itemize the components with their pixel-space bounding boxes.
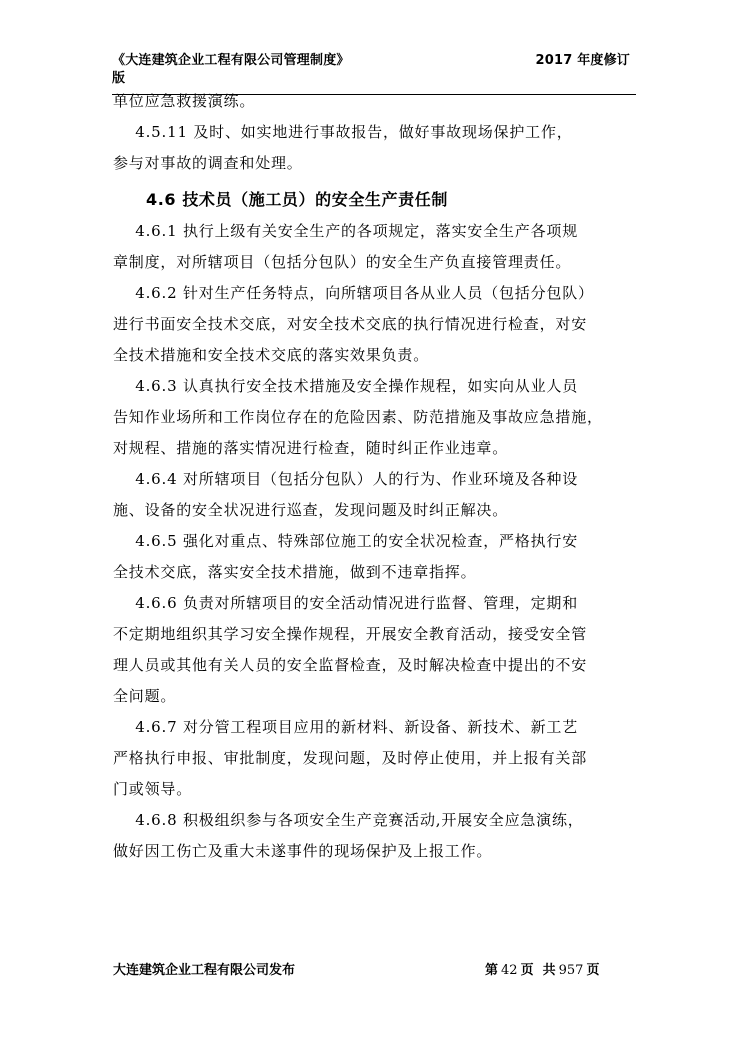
text-line: 4.6.5 强化对重点、特殊部位施工的安全状况检查，严格执行安 <box>113 532 579 550</box>
text-line: 4.6.1 执行上级有关安全生产的各项规定，落实安全生产各项规 <box>113 222 579 240</box>
text-line: 4.6.8 积极组织参与各项安全生产竞赛活动,开展安全应急演练， <box>113 811 584 829</box>
page-current: 42 <box>501 963 518 978</box>
text-line: 理人员或其他有关人员的安全监督检查，及时解决检查中提出的不安 <box>113 656 588 674</box>
text-line: 做好因工伤亡及重大未遂事件的现场保护及上报工作。 <box>113 842 493 860</box>
text-line: 不定期地组织其学习安全操作规程，开展安全教育活动，接受安全管 <box>113 625 588 643</box>
publisher-label: 大连建筑企业工程有限公司发布 <box>113 963 296 978</box>
text-line: 告知作业场所和工作岗位存在的危险因素、防范措施及事故应急措施， <box>113 408 603 426</box>
page-prefix: 第 <box>485 963 499 978</box>
page-footer <box>113 962 633 980</box>
text-line: 4.6.4 对所辖项目（包括分包队）人的行为、作业环境及各种设 <box>113 470 579 488</box>
text-line: 全技术交底，落实安全技术措施，做到不违章指挥。 <box>113 563 477 581</box>
text-line: 4.6.2 针对生产任务特点，向所辖项目各从业人员（包括分包队） <box>113 284 594 302</box>
text-line: 章制度，对所辖项目（包括分包队）的安全生产负直接管理责任。 <box>113 253 572 271</box>
text-line: 全问题。 <box>113 687 177 705</box>
text-line: 门或领导。 <box>113 780 193 798</box>
page-mid: 页 共 <box>520 963 556 978</box>
text-line: 对规程、措施的落实情况进行检查，随时纠正作业违章。 <box>113 439 509 457</box>
document-title: 《大连建筑企业工程有限公司管理制度》 <box>112 53 350 68</box>
text-line: 4.6.6 负责对所辖项目的安全活动情况进行监督、管理，定期和 <box>113 594 579 612</box>
text-line: 4.6.3 认真执行安全技术措施及安全操作规程，如实向从业人员 <box>113 377 579 395</box>
text-line: 4.5.11 及时、如实地进行事故报告，做好事故现场保护工作， <box>113 123 573 141</box>
text-line: 4.6.7 对分管工程项目应用的新材料、新设备、新技术、新工艺 <box>113 718 579 736</box>
document-body <box>113 86 635 867</box>
text-line: 全技术措施和安全技术交底的落实效果负责。 <box>113 346 430 364</box>
page-total: 957 <box>558 963 584 978</box>
edition-label: 2017 年度修订 <box>535 53 630 68</box>
text-line: 参与对事故的调查和处理。 <box>113 154 303 172</box>
edition-label-wrap: 版 <box>112 71 126 86</box>
text-line: 单位应急救援演练。 <box>113 92 256 110</box>
section-heading: 4.6 技术员（施工员）的安全生产责任制 <box>146 190 448 209</box>
text-line: 施、设备的安全状况进行巡查，发现问题及时纠正解决。 <box>113 501 509 519</box>
page-suffix: 页 <box>586 963 600 978</box>
page-counter <box>485 962 599 980</box>
text-line: 进行书面安全技术交底，对安全技术交底的执行情况进行检查，对安 <box>113 315 588 333</box>
text-line: 严格执行申报、审批制度，发现问题，及时停止使用，并上报有关部 <box>113 749 588 767</box>
